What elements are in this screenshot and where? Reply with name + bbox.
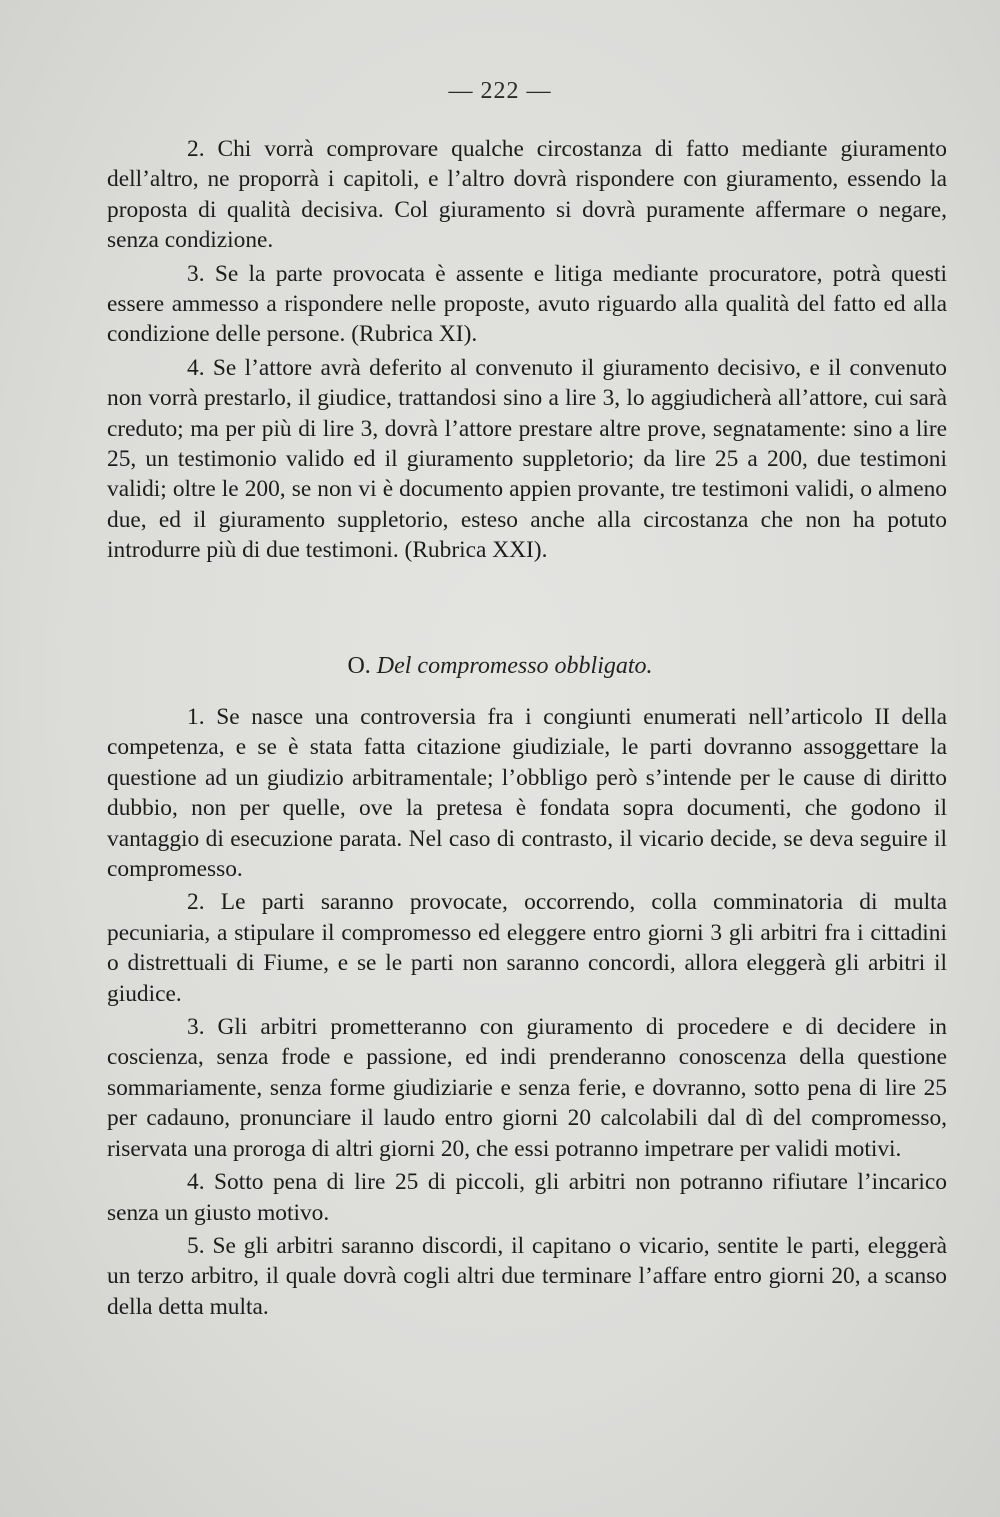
page-number: — 222 —	[448, 78, 552, 104]
paragraph-number: 5.	[187, 1232, 205, 1259]
paragraph-number: 4.	[187, 354, 205, 381]
paragraph-text: Sotto pena di lire 25 di piccoli, gli arbitri non potranno rifiutare l’incarico senza un giusto motivo.	[107, 1169, 947, 1226]
paragraph	[107, 1167, 947, 1228]
paragraph-text: Se gli arbitri saranno discordi, il capitano o vicario, sentite le parti, eleggerà un terzo arbitro, il quale dovrà cogli altri due terminare l’affare entro giorni 20, a scanso della detta multa.	[107, 1232, 947, 1320]
paragraph	[107, 353, 947, 566]
text-block-top	[107, 134, 947, 569]
section-title: Del compromesso obbligato.	[376, 653, 653, 679]
section-letter: O.	[347, 653, 371, 679]
paragraph-number: 4.	[187, 1169, 205, 1196]
paragraph-number: 2.	[187, 889, 205, 916]
paragraph-text: Se l’attore avrà deferito al convenuto il giuramento decisivo, e il convenuto non vorrà prestarlo, il giudice, trattandosi sino a lire 3, lo aggiudicherà all’attore, cui sarà creduto; ma per più di lire 3, dovrà l’attore prestare altre prove, segnatamente: sino a lire 25, un testimonio valido ed il giuramento suppletorio; da lire 25 a 200, due testimoni validi; oltre le 200, se non vi è documento appien provante, tre testimoni validi, o almeno due, ed il giuramento suppletorio, esteso anche alla circostanza che non ha potuto introdurre più di due testimoni. (Rubrica XXI).	[107, 354, 947, 564]
section-heading	[0, 651, 1000, 681]
paragraph-text: Se nasce una controversia fra i congiunti enumerati nell’articolo II della competenza, e se è stata fatta citazione giudiziale, le parti dovranno assoggettare la questione ad un giudizio arbitramentale; l’obbligo però s’intende per le cause di diritto dubbio, non per quelle, ove la pretesa è fondata sopra documenti, che godono il vantaggio di esecuzione parata. Nel caso di contrasto, il vicario decide, se deva seguire il compromesso.	[107, 704, 948, 883]
paragraph	[107, 259, 947, 350]
paragraph-text: Se la parte provocata è assente e litiga mediante procuratore, potrà questi essere ammesso a rispondere nelle proposte, avuto riguardo alla qualità del fatto ed alla condizione delle persone. (Rubrica XI).	[107, 260, 947, 348]
paragraph-number: 3.	[187, 260, 205, 287]
paragraph-number: 2.	[187, 136, 205, 162]
paragraph-number: 3.	[187, 1014, 205, 1041]
paragraph-text: Chi vorrà comprovare qualche circostanza di fatto mediante giuramento dell’altro, ne proporrà i capitoli, e l’altro dovrà rispondere con giuramento, essendo la proposta di qualità decisiva. Col giuramento si dovrà puramente affermare o negare, senza condizione.	[107, 136, 947, 254]
paragraph-text: Le parti saranno provocate, occorrendo, colla comminatoria di multa pecuniaria, a stipulare il compromesso ed eleggere entro giorni 3 gli arbitri fra i cittadini o distrettuali di Fiume, e se le parti non saranno concordi, allora eleggerà gli arbitri il giudice.	[107, 889, 947, 1007]
paragraph	[107, 1012, 947, 1164]
paragraph	[107, 887, 947, 1009]
text-block-bottom	[107, 702, 947, 1325]
paragraph	[107, 1231, 947, 1322]
paragraph	[107, 702, 947, 884]
paragraph	[107, 134, 947, 256]
paragraph-text: Gli arbitri prometteranno con giuramento di procedere e di decidere in coscienza, senza frode e passione, ed indi prenderanno conoscenza della questione sommariamente, senza forme giudiziarie e senza ferie, e dovranno, sotto pena di lire 25 per cadauno, pronunciare il laudo entro giorni 20 calcolabili dal dì del compromesso, riservata una proroga di altri giorni 20, che essi potranno impetrare per validi motivi.	[107, 1014, 947, 1162]
paragraph-number: 1.	[187, 704, 205, 730]
